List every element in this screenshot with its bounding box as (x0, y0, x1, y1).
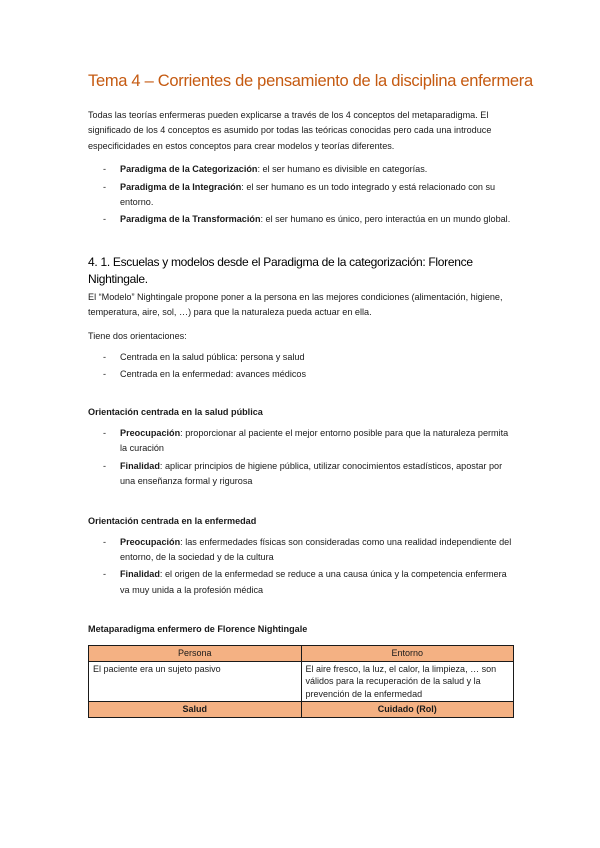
list-item (120, 567, 512, 598)
metaparadigm-table (88, 645, 514, 718)
item-text: : proporcionar al paciente el mejor entorno posible para que la naturaleza permita la curación (120, 427, 509, 454)
table-row (89, 702, 514, 718)
disease-heading: Orientación centrada en la enfermedad (88, 515, 257, 526)
paradigm-term: Paradigma de la Integración (120, 181, 242, 192)
paradigm-text: : el ser humano es único, pero interactúa en un mundo global. (260, 214, 511, 225)
table-row (89, 646, 514, 662)
item-text: : el origen de la enfermedad se reduce a una causa única y la competencia enfermera va muy unida a la profesión médica (120, 569, 507, 595)
table-row (89, 661, 514, 702)
list-item (120, 180, 512, 211)
intro-paragraph: Todas las teorías enfermeras pueden explicarse a través de los 4 conceptos del metaparadigma. El significado de los 4 conceptos es asumido por todas las teóricas conocidas pero cada una introduce especificidades en estos conceptos para crear modelos y teorías diferentes. (88, 110, 492, 151)
orientations-intro: Tiene dos orientaciones: (88, 330, 187, 341)
list-item: - Centrada en la enfermedad: avances médicos (120, 367, 512, 382)
table-header: Cuidado (Rol) (301, 702, 514, 718)
item-term: Preocupación (120, 536, 181, 547)
table-cell: El aire fresco, la luz, el calor, la limpieza, … son válidos para la recuperación de la salud y la prevención de la enfermedad (301, 661, 514, 702)
document-title: Tema 4 – Corrientes de pensamiento de la disciplina enfermera (88, 72, 533, 90)
paradigm-text: : el ser humano es divisible en categorías. (257, 164, 428, 175)
table-cell: El paciente era un sujeto pasivo (89, 661, 302, 702)
paradigms-list (88, 162, 512, 228)
table-header: Entorno (301, 646, 514, 662)
item-text: : las enfermedades físicas son consideradas como una realidad independiente del entorno, de la sociedad y de la cultura (120, 536, 512, 562)
table-header: Persona (89, 646, 302, 662)
table-title: Metaparadigma enfermero de Florence Nightingale (88, 624, 308, 635)
list-item (120, 212, 512, 227)
list-item: - Centrada en la salud pública: persona y salud (120, 350, 512, 365)
disease-list (88, 535, 512, 599)
list-item (120, 535, 512, 566)
orientations-list (88, 350, 512, 383)
table-header: Salud (89, 702, 302, 718)
item-term: Finalidad (120, 569, 160, 580)
paradigm-term: Paradigma de la Categorización (120, 164, 258, 175)
public-health-heading: Orientación centrada en la salud pública (88, 406, 263, 417)
list-item (120, 459, 512, 490)
list-item (120, 426, 512, 457)
public-health-list (88, 426, 512, 490)
section-intro: El “Modelo” Nightingale propone poner a la persona en las mejores condiciones (alimentación, higiene, temperatura, aire, sol, …) para que la naturaleza pueda actuar en ella. (88, 291, 503, 318)
section-heading: 4. 1. Escuelas y modelos desde el Paradigma de la categorización: Florence Nightingale. (88, 254, 473, 286)
item-text: : aplicar principios de higiene pública, utilizar conocimientos estadísticos, apostar por una enseñanza formal y rigurosa (120, 460, 503, 487)
item-term: Preocupación (120, 427, 181, 438)
item-term: Finalidad (120, 460, 160, 471)
list-item (120, 162, 512, 177)
paradigm-text: : el ser humano es un todo integrado y está relacionado con su entorno. (120, 181, 496, 208)
paradigm-term: Paradigma de la Transformación (120, 214, 261, 225)
